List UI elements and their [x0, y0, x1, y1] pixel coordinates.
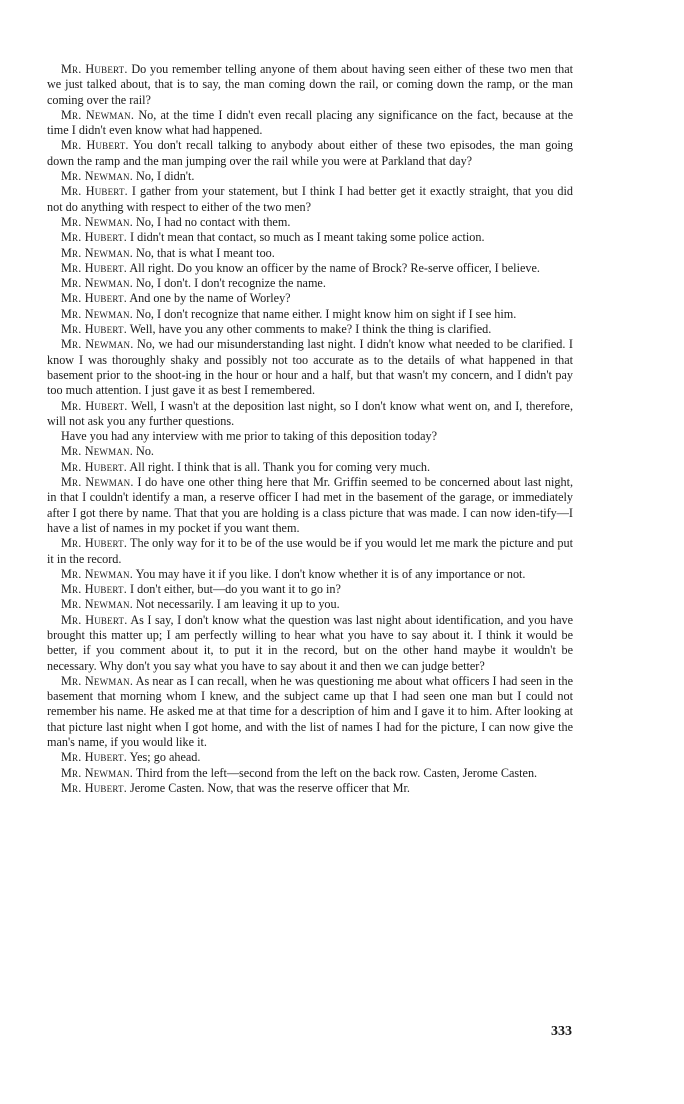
transcript-paragraph	[47, 261, 573, 276]
speech-text: No, I don't. I don't recognize the name.	[136, 276, 326, 291]
transcript-paragraph	[47, 750, 573, 765]
speech-text: Do you remember telling anyone of them about having seen either of these two men that we just talked about, that is to say, the man coming down the rail, or coming down the ramp, or the man coming over the rail?	[47, 62, 574, 107]
transcript-paragraph	[47, 582, 573, 597]
speaker-label: Mr. Newman.	[61, 566, 133, 581]
speech-text: And one by the name of Worley?	[129, 291, 291, 306]
transcript-paragraph	[47, 62, 573, 108]
speaker-label: Mr. Newman.	[61, 107, 135, 122]
speech-text: Not necessarily. I am leaving it up to you.	[136, 597, 340, 612]
transcript-paragraph	[47, 399, 573, 430]
speech-text: You may have it if you like. I don't know whether it is of any importance or not.	[135, 566, 526, 581]
speaker-label: Mr. Hubert.	[61, 536, 128, 551]
speaker-label: Mr. Newman.	[61, 444, 133, 459]
speaker-label: Mr. Hubert.	[61, 291, 127, 306]
speaker-label: Mr. Hubert.	[61, 582, 127, 597]
speaker-label: Mr. Hubert.	[61, 398, 128, 413]
transcript-paragraph	[47, 322, 573, 337]
speech-text: I do have one other thing here that Mr. Griffin seemed to be concerned about last night, in that I couldn't identify a man, a reserve officer I had met in the basement of the garage, or immediately after I got there by name. That that you are holding is a class picture that was made. I can now iden-tify—I have a list of names in my pocket if you want them.	[47, 475, 573, 535]
speaker-label: Mr. Newman.	[61, 673, 134, 688]
speaker-label: Mr. Hubert.	[61, 62, 128, 76]
transcript-paragraph	[47, 613, 573, 674]
transcript-paragraph	[47, 429, 573, 444]
speaker-label: Mr. Newman.	[61, 169, 133, 184]
transcript-paragraph	[47, 169, 573, 184]
speaker-label: Mr. Newman.	[61, 475, 134, 490]
page-number: 333	[551, 1024, 572, 1039]
transcript-paragraph	[47, 444, 573, 459]
speaker-label: Mr. Newman.	[61, 245, 133, 260]
speech-text: I gather from your statement, but I think I had better get it exactly straight, that you did not do anything with respect to either of the two men?	[47, 184, 573, 214]
speaker-label: Mr. Newman.	[61, 765, 133, 780]
transcript-paragraph	[47, 307, 573, 322]
transcript-paragraph	[47, 567, 573, 582]
transcript-paragraph	[47, 337, 573, 398]
transcript-paragraph	[47, 536, 573, 567]
speech-text: Have you had any interview with me prior to taking of this deposition today?	[61, 429, 438, 444]
speaker-label: Mr. Hubert.	[61, 459, 127, 474]
speech-text: Well, I wasn't at the deposition last night, so I don't know what went on, and I, therefore, will not ask you any further questions.	[47, 398, 573, 428]
speech-text: As I say, I don't know what the question was last night about identification, and you have brought this matter up; I am perfectly willing to hear what you have to say about it. I think it would be better, if you comment about it, to put it in the record, but on the other hand maybe it wouldn't be necessary. Why don't you say what you have to say about it and then we can judge better?	[47, 612, 573, 673]
transcript-paragraph	[47, 230, 573, 245]
speaker-label: Mr. Newman.	[61, 214, 133, 229]
speech-text: The only way for it to be of the use would be if you would let me mark the picture and put it in the record.	[47, 536, 573, 566]
transcript-paragraph	[47, 597, 573, 612]
speech-text: I don't either, but—do you want it to go in?	[130, 582, 341, 597]
transcript-paragraph	[47, 781, 573, 796]
speech-text: Well, have you any other comments to make? I think the thing is clarified.	[129, 322, 492, 337]
transcript-paragraph	[47, 276, 573, 291]
speech-text: No, I didn't.	[136, 169, 195, 184]
speech-text: Yes; go ahead.	[129, 750, 201, 765]
speaker-label: Mr. Hubert.	[61, 184, 128, 199]
transcript-paragraph	[47, 246, 573, 261]
speaker-label: Mr. Hubert.	[61, 230, 127, 245]
transcript-paragraph	[47, 108, 573, 139]
transcript-paragraph	[47, 674, 573, 750]
transcript-paragraph	[47, 460, 573, 475]
speaker-label: Mr. Hubert.	[61, 780, 127, 795]
speaker-label: Mr. Newman.	[61, 597, 133, 612]
transcript-paragraph	[47, 215, 573, 230]
speech-text: No, I had no contact with them.	[136, 214, 291, 229]
speech-text: No, at the time I didn't even recall placing any significance on the fact, because at the time I didn't even know what had happened.	[47, 107, 574, 138]
transcript-paragraph	[47, 475, 573, 536]
speech-text: Jerome Casten. Now, that was the reserve officer that Mr.	[130, 780, 410, 795]
speech-text: No, we had our misunderstanding last night. I didn't know what needed to be clarified. I know I was thoroughly shaky and possibly not too accurate as to the details of what happened in that basement prior to the shoot-ing in the hour or hour and a half, but that wasn't my concern, and I didn't pay too much attention. I just gave it as best I remembered.	[47, 337, 573, 398]
speech-text: No.	[136, 444, 154, 459]
speaker-label: Mr. Hubert.	[61, 322, 127, 337]
speech-text: All right. Do you know an officer by the name of Brock? Re-serve officer, I believe.	[129, 260, 540, 275]
speaker-label: Mr. Newman.	[61, 276, 133, 291]
speaker-label: Mr. Hubert.	[61, 260, 127, 275]
transcript-paragraph	[47, 138, 573, 169]
speaker-label: Mr. Hubert.	[61, 138, 129, 153]
transcript-paragraph	[47, 291, 573, 306]
speech-text: I didn't mean that contact, so much as I meant taking some police action.	[130, 230, 485, 245]
speaker-label: Mr. Hubert.	[61, 612, 128, 627]
transcript-page	[47, 62, 573, 796]
speech-text: No, I don't recognize that name either. I might know him on sight if I see him.	[136, 306, 517, 321]
transcript-paragraph	[47, 184, 573, 215]
speech-text: No, that is what I meant too.	[136, 245, 275, 260]
transcript-paragraph	[47, 766, 573, 781]
speech-text: All right. I think that is all. Thank you for coming very much.	[129, 459, 431, 474]
speech-text: You don't recall talking to anybody about either of these two episodes, the man going down the ramp and the man jumping over the rail while you were at Parkland that day?	[47, 138, 573, 168]
speaker-label: Mr. Hubert.	[61, 750, 127, 765]
speaker-label: Mr. Newman.	[61, 306, 133, 321]
speech-text: As near as I can recall, when he was questioning me about what officers I had seen in the basement that morning whom I knew, and the subject came up that I had seen one man but I could not remember his name. He asked me at that time for a description of him and I gave it to him. After looking at that picture last night when I got home, and with the list of names I had for the picture, I can now give the man's name, if you would like it.	[47, 673, 573, 750]
speaker-label: Mr. Newman.	[61, 337, 134, 352]
speech-text: Third from the left—second from the left on the back row. Casten, Jerome Casten.	[135, 765, 538, 780]
